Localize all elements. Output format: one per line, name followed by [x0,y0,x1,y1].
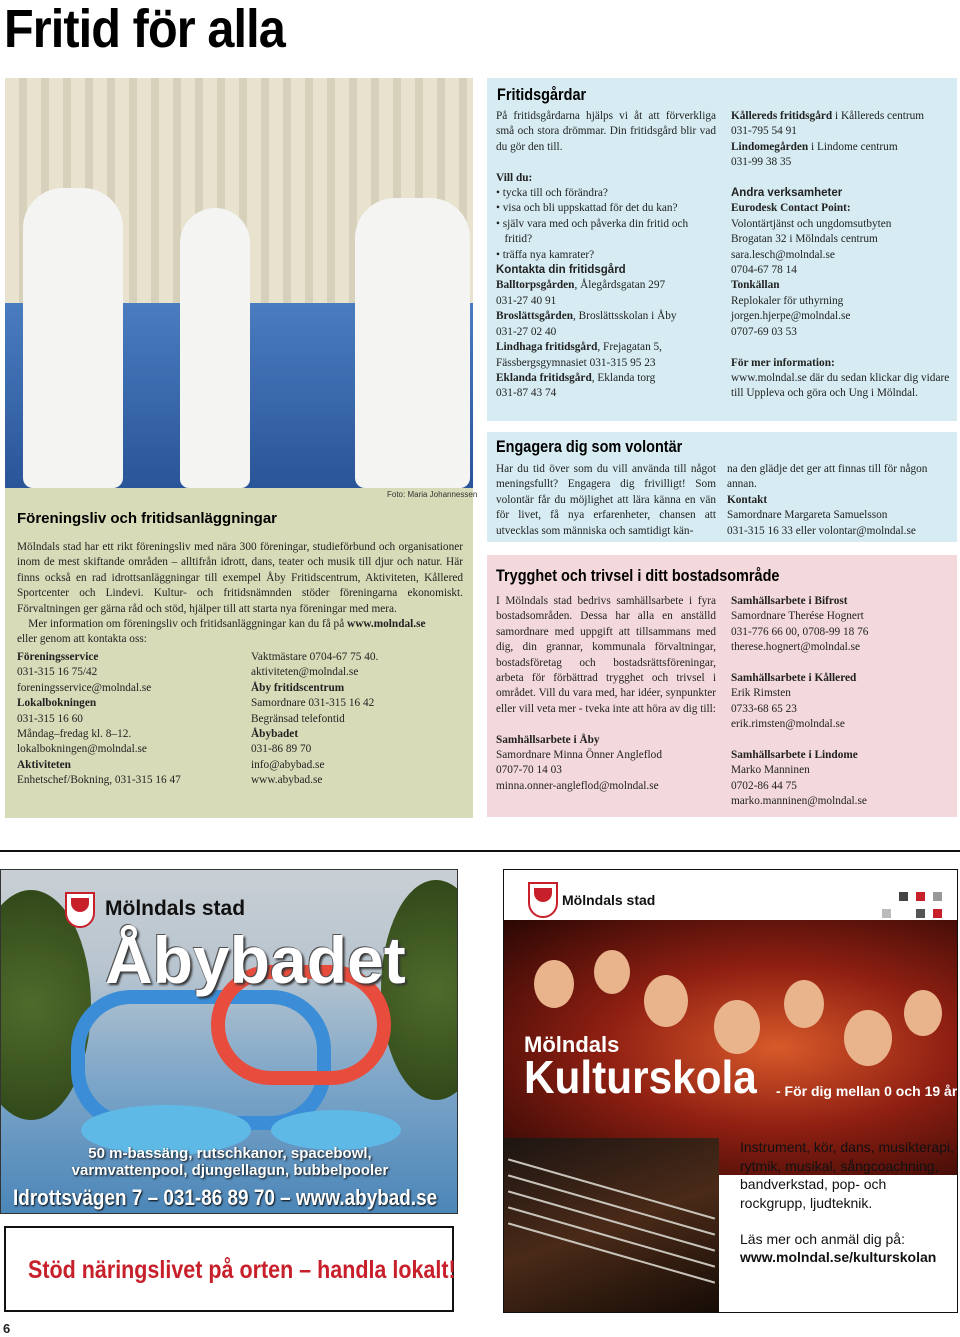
divider [0,850,960,852]
stod-naringslivet-text: Stöd näringslivet på orten – handla lokalt! [28,1256,456,1284]
abybadet-ad[interactable] [0,869,458,1214]
foreningsliv-contacts-left: Föreningsservice 031-315 16 75/42 foreningsservice@molndal.se Lokalbokningen 031-315 16 60 Måndag–fredag kl. 8–12. lokalbokningen@molndal.se Aktiviteten Enhetschef/Bokning, 031-315 16 47 [17,651,181,787]
kulturskola-brand: Mölndals stad [562,892,656,908]
trygghet-heading: Trygghet och trivsel i ditt bostadsområde [496,566,780,585]
foreningsliv-contacts-right: Vaktmästare 0704-67 75 40. aktiviteten@molndal.se Åby fritidscentrum Samordnare 031-315 16 42 Begränsad telefontid Åbybadet 031-86 89 70 info@abybad.se www.abybad.se [251,651,379,787]
trygghet-left-col: I Mölndals stad bedrivs samhällsarbete i fyra bostadsområden. Dessa har alla en anställd samordnare med uppgift att tillsammans med dig, din grannar, kommunala förvaltningar, bostadsföretag och bostadsrättsföreningar, arbeta för förbättrad trygghet och trivsel i området. Vill du vara med, har idéer, synpunkter eller vill veta mer - tveka inte att höra av dig till: Samhällsarbete i Åby Samordnare Minna Önner Angleflod 0707-70 14 03 minna.onner-angleflod@molndal.se [496,595,716,792]
molndal-logo-icon [65,892,95,928]
foreningsliv-paragraph: Mölndals stad har ett rikt föreningsliv med nära 300 föreningar, studieförbund och organisationer inom de mest skiftande områden – alltifrån idrott, dans, teater och musik till djur och natur. Här finns också en rad idrottsanläggningar till exempel Åby Fritidscentrum, Aktiviteten, Kållered Sportcenter och Lindevi. Kultur- och fritidsnämnden stöder föreningarna ekonomiskt. Förvaltningen ger gärna råd och stöd, hjälper till att starta nya föreningar med mera. Mer information om föreningsliv och fritidsanläggningar kan du få på www.molndal.se eller genom att kontakta oss: [17,541,463,646]
kulturskola-tagline: - För dig mellan 0 och 19 år [776,1083,958,1099]
volontar-text: Har du tid över som du vill använda till något meningsfullt? Engagera dig frivilligt! Som volontär får du möjlighet att lära känna en vän för livet, få nya erfarenheter, chansen att utvecklas som människa och samtidigt kän- [496,463,716,537]
volontar-section [487,432,957,542]
fritidsgardar-section [487,78,957,421]
kulturskola-link-label: Läs mer och anmäl dig på: [740,1231,905,1247]
fritidsgardar-heading: Fritidsgårdar [497,85,587,104]
photo-credit: Foto: Maria Johannessen [387,490,478,499]
kulturskola-ad[interactable] [503,869,958,1313]
volontar-heading: Engagera dig som volontär [496,437,683,456]
fritidsgardar-left-col: På fritidsgårdarna hjälps vi åt att förverkliga små och stora drömmar. Din fritidsgård blir vad du gör den till. Vill du: • tycka till och förändra? • visa och bli uppskattad för det du kan? • själv vara med och påverka din fritid och fritid? • träffa nya kamrater? Kontakta din fritidsgård Balltorpsgården, Ålegårdsgatan 297 031-27 40 91 Broslättsgården, Broslättsskolan i Åby 031-27 02 40 Lindhaga fritidsgård, Frejagatan 5, Fässbergsgymnasiet 031-315 95 23 Eklanda fritidsgård, Eklanda torg 031-87 43 74 [496,110,716,400]
abybadet-contact: Idrottsvägen 7 – 031-86 89 70 – www.abybad.se [13,1185,438,1210]
stod-naringslivet-ad [4,1226,454,1312]
kulturskola-description: Instrument, kör, dans, musikterapi, rytmik, musikal, sångcoachning, bandverkstad, pop- och rockgrupp, ljudteknik. [740,1139,954,1211]
abybadet-title: Åbybadet [105,923,406,997]
molndal-logo-icon [528,882,558,918]
volontar-contact: na den glädje det ger att finnas till för någon annan. Kontakt Samordnare Margareta Samuelsson 031-315 16 33 eller volontar@molndal.se [727,463,928,537]
page-number: 6 [3,1321,11,1336]
abybadet-description: 50 m-bassäng, rutschkanor, spacebowl, varmvattenpool, djungellagun, bubbelpooler [71,1145,389,1179]
molndal-link[interactable]: www.molndal.se [347,618,426,631]
foreningsliv-heading: Föreningsliv och fritidsanläggningar [17,510,278,527]
kulturskola-title: Kulturskola [524,1051,757,1103]
kulturskola-link[interactable]: www.molndal.se/kulturskolan [740,1249,937,1265]
trygghet-right-col: Samhällsarbete i Bifrost Samordnare Therése Hognert 031-776 66 00, 0708-99 18 76 therese.hognert@molndal.se Samhällsarbete i Kållered Erik Rimsten 0733-68 65 23 erik.rimsten@molndal.se Samhällsarbete i Lindome Marko Manninen 0702-86 44 75 marko.manninen@molndal.se [731,595,869,808]
taekwondo-photo [5,78,473,488]
fritidsgardar-right-col: Kållereds fritidsgård i Kållereds centrum 031-795 54 91 Lindomegården i Lindome centrum 031-99 38 35 Andra verksamheter Eurodesk Contact Point: Volontärtjänst och ungdomsutbyten Brogatan 32 i Mölndals centrum sara.lesch@molndal.se 0704-67 78 14 Tonkällan Replokaler för uthyrning jorgen.hjerpe@molndal.se 0707-69 03 53 För mer information: www.molndal.se där du sedan klickar dig vidare till Uppleva och göra och Ung i Mölndal. [731,110,950,400]
kulturskola-subtitle: Mölndals [524,1032,620,1057]
foreningsliv-section [5,488,473,818]
trygghet-section [487,555,957,817]
page-title: Fritid för alla [4,0,285,59]
abybadet-brand: Mölndals stad [105,897,246,920]
guitar-photo [504,1138,719,1313]
